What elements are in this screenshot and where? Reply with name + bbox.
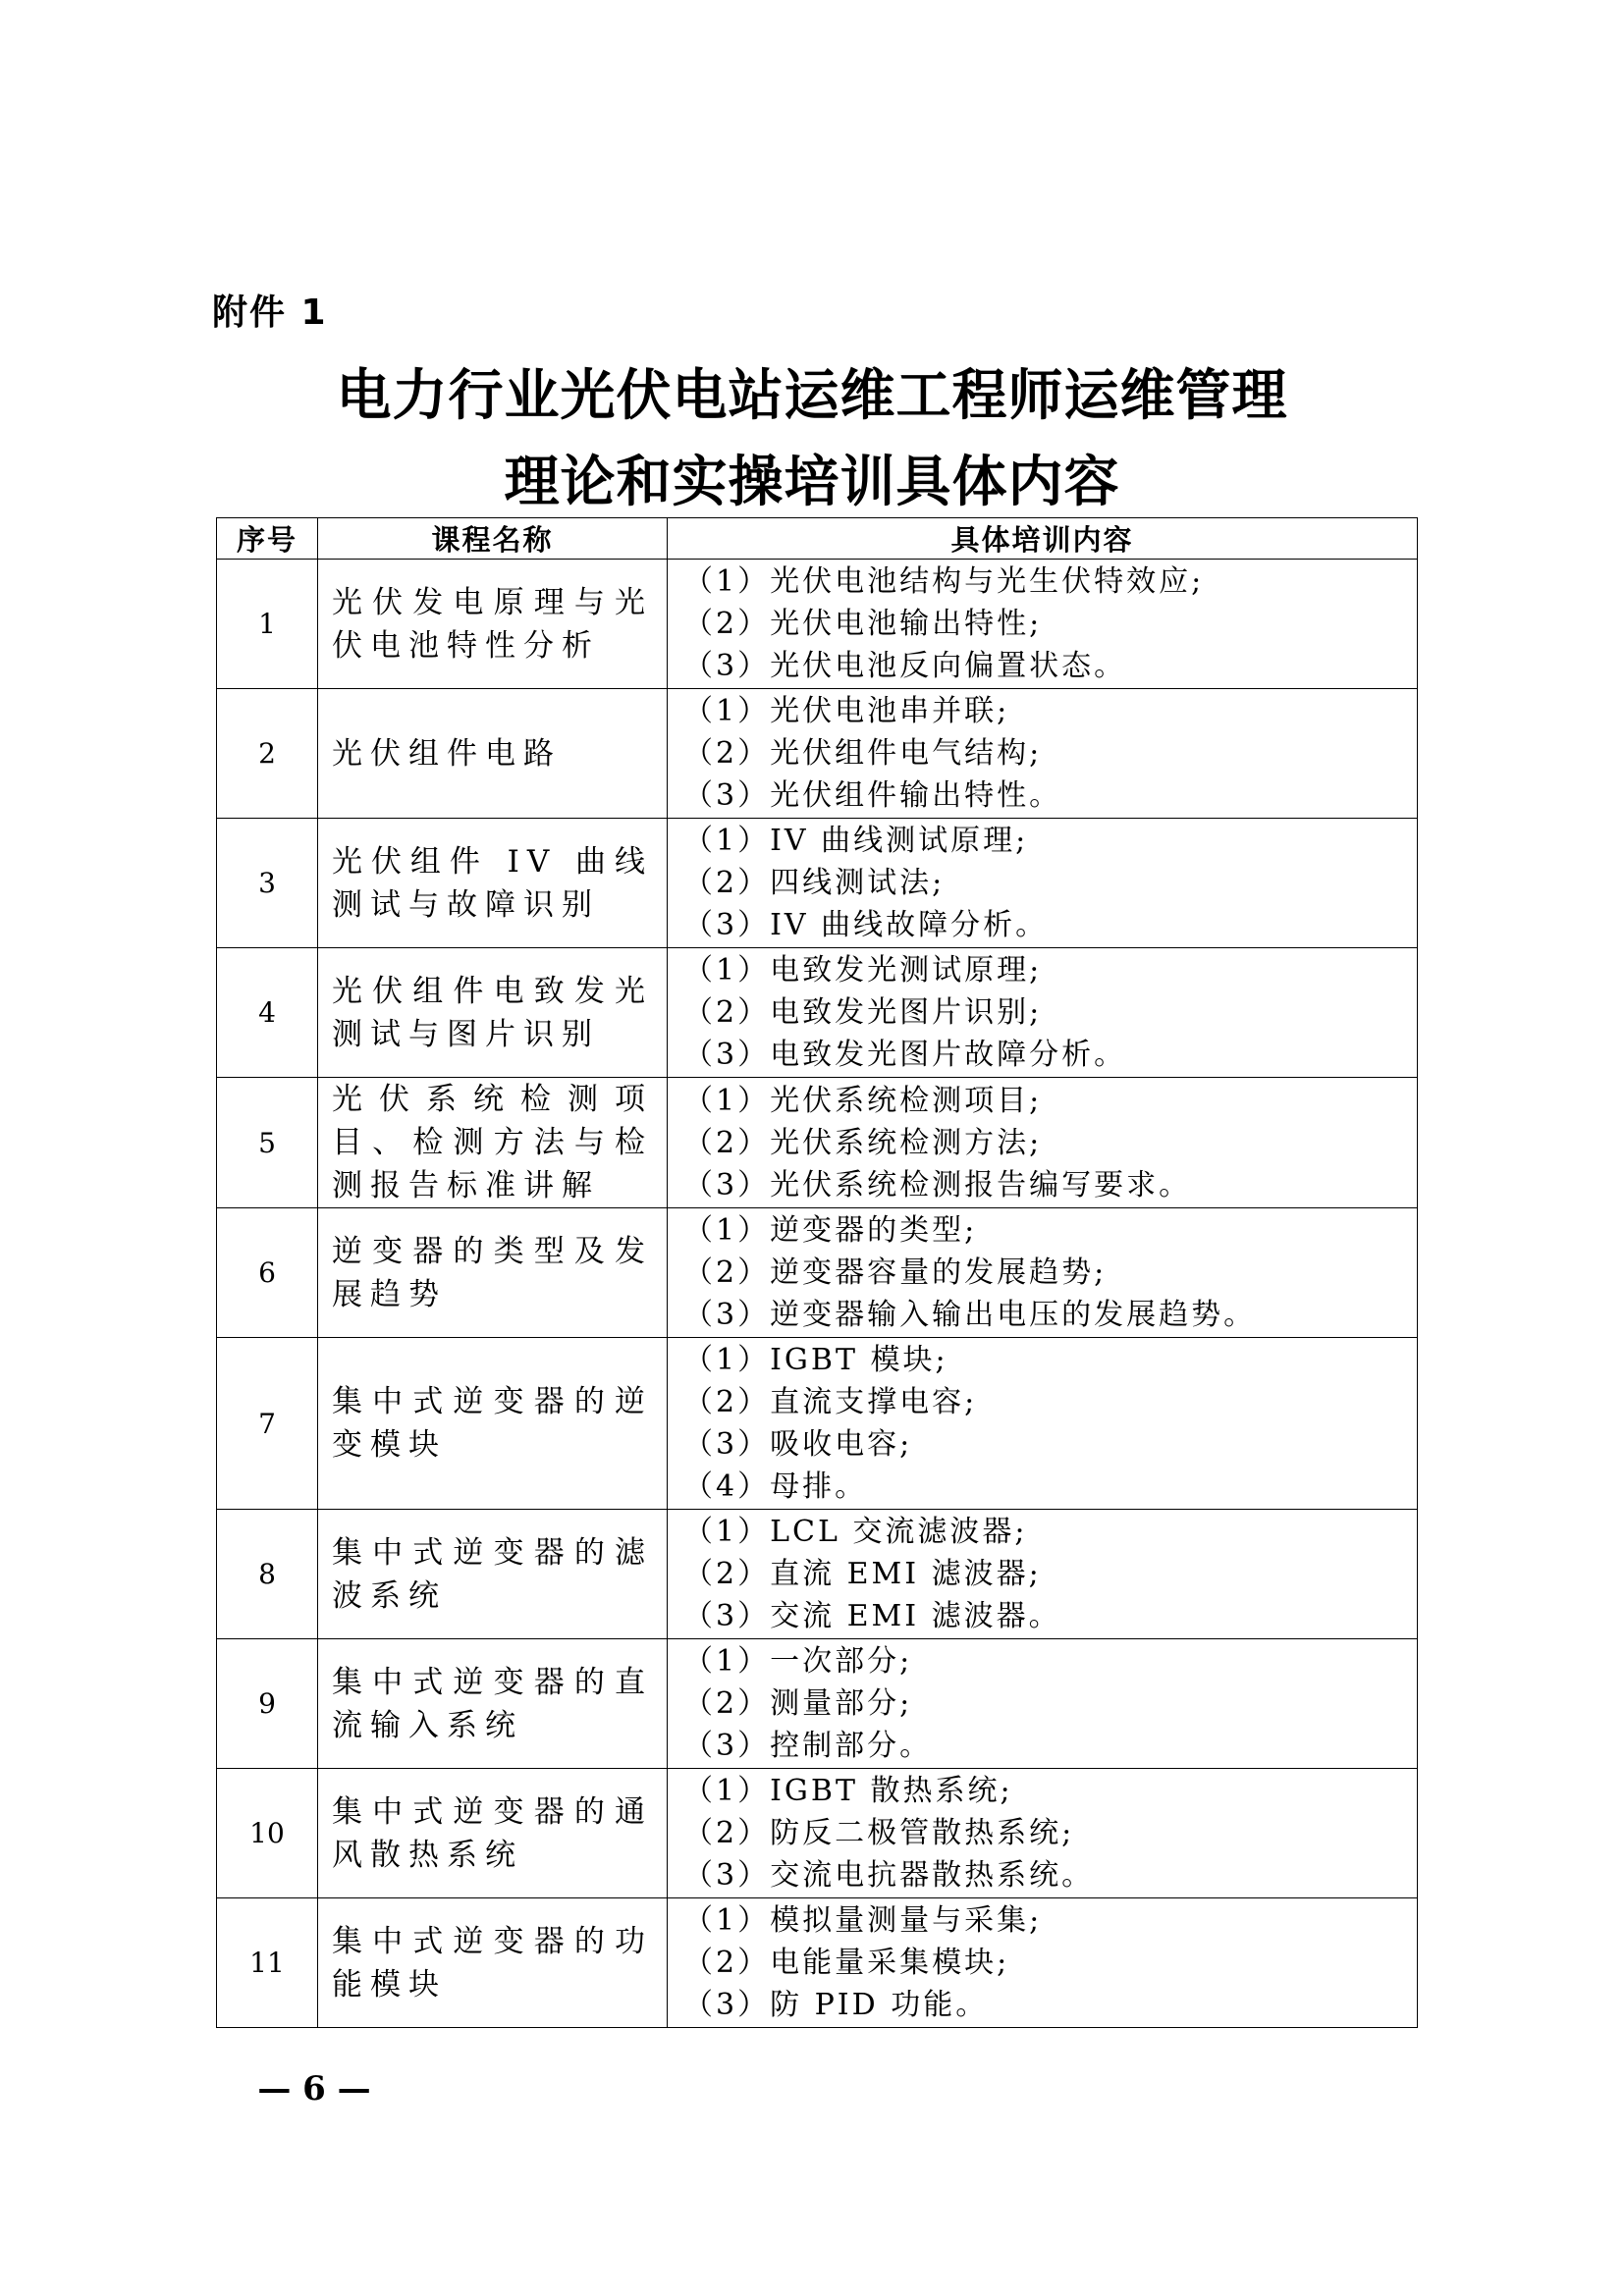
row-course-name: 集中式逆变器的直流输入系统 xyxy=(318,1639,668,1769)
training-item: （1）LCL 交流滤波器; xyxy=(683,1515,1028,1549)
training-item: （2）光伏组件电气结构; xyxy=(683,736,1043,771)
table-row xyxy=(217,1898,1418,2028)
training-item: （1）逆变器的类型; xyxy=(683,1213,978,1248)
row-training-items xyxy=(668,1769,1418,1898)
training-item: （3）吸收电容; xyxy=(683,1427,913,1462)
row-index: 1 xyxy=(217,560,318,689)
row-course-name: 集中式逆变器的逆变模块 xyxy=(318,1338,668,1510)
row-training-items xyxy=(668,1510,1418,1639)
training-item: （3）光伏电池反向偏置状态。 xyxy=(683,649,1127,683)
document-title-line-2: 理论和实操培训具体内容 xyxy=(504,451,1120,514)
training-item: （2）四线测试法; xyxy=(683,866,946,900)
document-title-line-1: 电力行业光伏电站运维工程师运维管理 xyxy=(336,364,1288,428)
row-training-items xyxy=(668,819,1418,948)
row-course-name: 集中式逆变器的功能模块 xyxy=(318,1898,668,2028)
training-item: （4）母排。 xyxy=(683,1469,868,1504)
training-item: （3）光伏组件输出特性。 xyxy=(683,778,1062,813)
row-course-name: 光伏系统检测项目、检测方法与检测报告标准讲解 xyxy=(318,1078,668,1208)
table-row xyxy=(217,1078,1418,1208)
training-content-table xyxy=(216,517,1418,2028)
training-item: （3）逆变器输入输出电压的发展趋势。 xyxy=(683,1298,1257,1332)
row-training-items xyxy=(668,1208,1418,1338)
training-item: （1）电致发光测试原理; xyxy=(683,953,1043,988)
training-item: （3）控制部分。 xyxy=(683,1729,933,1763)
table-row xyxy=(217,689,1418,819)
row-course-name: 集中式逆变器的通风散热系统 xyxy=(318,1769,668,1898)
training-item: （3）IV 曲线故障分析。 xyxy=(683,908,1049,942)
training-item: （1）光伏电池结构与光生伏特效应; xyxy=(683,564,1205,599)
row-index: 8 xyxy=(217,1510,318,1639)
training-item: （1）IGBT 散热系统; xyxy=(683,1774,1013,1808)
row-course-name: 集中式逆变器的滤波系统 xyxy=(318,1510,668,1639)
table-row xyxy=(217,560,1418,689)
table-row xyxy=(217,1510,1418,1639)
row-training-items xyxy=(668,948,1418,1078)
row-index: 4 xyxy=(217,948,318,1078)
row-index: 2 xyxy=(217,689,318,819)
row-index: 6 xyxy=(217,1208,318,1338)
row-training-items xyxy=(668,560,1418,689)
row-index: 9 xyxy=(217,1639,318,1769)
table-header-row xyxy=(217,518,1418,560)
header-course-name: 课程名称 xyxy=(318,518,668,560)
row-index: 5 xyxy=(217,1078,318,1208)
row-training-items xyxy=(668,1338,1418,1510)
training-item: （1）一次部分; xyxy=(683,1644,913,1679)
training-item: （3）交流 EMI 滤波器。 xyxy=(683,1599,1061,1633)
table-row xyxy=(217,819,1418,948)
training-item: （3）光伏系统检测报告编写要求。 xyxy=(683,1167,1192,1202)
training-item: （2）直流 EMI 滤波器; xyxy=(683,1557,1042,1591)
row-index: 10 xyxy=(217,1769,318,1898)
training-item: （1）光伏系统检测项目; xyxy=(683,1083,1043,1118)
row-index: 11 xyxy=(217,1898,318,2028)
header-training-content: 具体培训内容 xyxy=(668,518,1418,560)
row-course-name: 逆变器的类型及发展趋势 xyxy=(318,1208,668,1338)
training-item: （2）光伏电池输出特性; xyxy=(683,607,1043,641)
table-row xyxy=(217,1338,1418,1510)
training-item: （3）电致发光图片故障分析。 xyxy=(683,1038,1127,1072)
row-index: 7 xyxy=(217,1338,318,1510)
training-item: （3）防 PID 功能。 xyxy=(683,1988,989,2022)
training-item: （2）逆变器容量的发展趋势; xyxy=(683,1255,1108,1290)
row-training-items xyxy=(668,1078,1418,1208)
training-item: （2）光伏系统检测方法; xyxy=(683,1125,1043,1160)
training-item: （1）IGBT 模块; xyxy=(683,1343,948,1377)
row-training-items xyxy=(668,689,1418,819)
training-item: （1）模拟量测量与采集; xyxy=(683,1903,1043,1938)
training-item: （2）电致发光图片识别; xyxy=(683,995,1043,1030)
row-training-items xyxy=(668,1639,1418,1769)
attachment-label: 附件 1 xyxy=(212,293,328,333)
table-row xyxy=(217,1639,1418,1769)
row-course-name: 光伏组件电致发光测试与图片识别 xyxy=(318,948,668,1078)
training-item: （2）电能量采集模块; xyxy=(683,1946,1010,1980)
training-item: （2）测量部分; xyxy=(683,1686,913,1721)
training-item: （2）防反二极管散热系统; xyxy=(683,1816,1075,1850)
page-number: — 6 — xyxy=(257,2069,371,2109)
row-course-name: 光伏组件 IV 曲线测试与故障识别 xyxy=(318,819,668,948)
training-item: （1）IV 曲线测试原理; xyxy=(683,824,1029,858)
training-item: （1）光伏电池串并联; xyxy=(683,694,1010,728)
table-row xyxy=(217,1769,1418,1898)
row-training-items xyxy=(668,1898,1418,2028)
header-index: 序号 xyxy=(217,518,318,560)
training-item: （3）交流电抗器散热系统。 xyxy=(683,1858,1095,1893)
row-course-name: 光伏发电原理与光伏电池特性分析 xyxy=(318,560,668,689)
row-course-name: 光伏组件电路 xyxy=(318,689,668,819)
table-row xyxy=(217,1208,1418,1338)
training-item: （2）直流支撑电容; xyxy=(683,1385,978,1419)
table-row xyxy=(217,948,1418,1078)
row-index: 3 xyxy=(217,819,318,948)
